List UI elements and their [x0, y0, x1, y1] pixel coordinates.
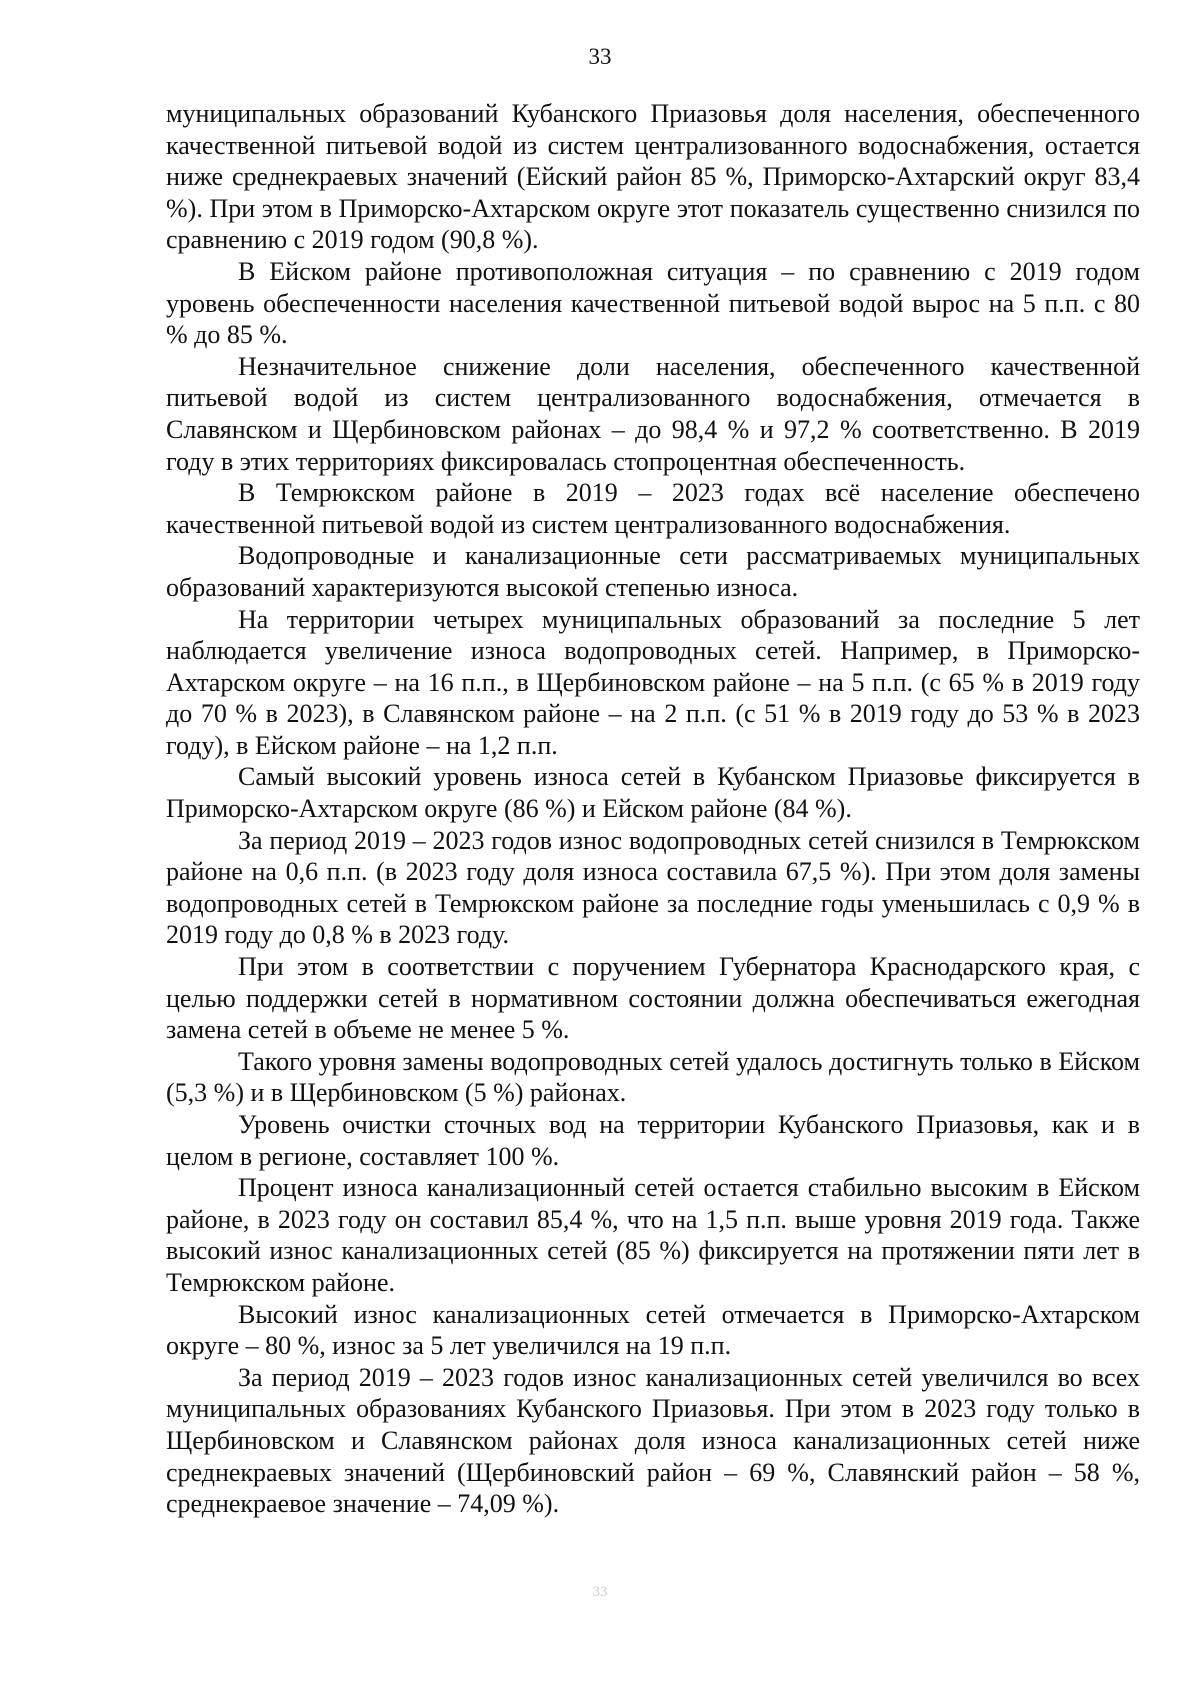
- paragraph: Самый высокий уровень износа сетей в Кубанском Приазовье фиксируется в Приморско-Ахтарском округе (86 %) и Ейском районе (84 %).: [166, 762, 1140, 824]
- paragraph: За период 2019 – 2023 годов износ канализационных сетей увеличился во всех муниципальных образованиях Кубанского Приазовья. При этом в 2023 году только в Щербиновском и Славянском районах доля износа канализационных сетей ниже среднекраевых значений (Щербиновский район – 69 %, Славянский район – 58 %, среднекраевое значение – 74,09 %).: [166, 1362, 1140, 1519]
- paragraph: За период 2019 – 2023 годов износ водопроводных сетей снизился в Темрюкском районе на 0,6 п.п. (в 2023 году доля износа составила 67,5 %). При этом доля замены водопроводных сетей в Темрюкском районе за последние годы уменьшилась с 0,9 % в 2019 году до 0,8 % в 2023 году.: [166, 825, 1140, 950]
- paragraph: Водопроводные и канализационные сети рассматриваемых муниципальных образований характеризуются высокой степенью износа.: [166, 541, 1140, 602]
- paragraph-continued: муниципальных образований Кубанского Приазовья доля населения, обеспеченного качественной питьевой водой из систем централизованного водоснабжения, остается ниже среднекраевых значений (Ейский район 85 %, Приморско-Ахтарский округ 83,4 %). При этом в Приморско-Ахтарском округе этот показатель существенно снизился по сравнению с 2019 годом (90,8 %).: [166, 99, 1140, 255]
- paragraph: В Ейском районе противоположная ситуация – по сравнению с 2019 годом уровень обеспеченности населения качественной питьевой водой вырос на 5 п.п. с 80 % до 85 %.: [166, 256, 1140, 350]
- paragraph: Незначительное снижение доли населения, обеспеченного качественной питьевой водой из систем централизованного водоснабжения, отмечается в Славянском и Щербиновском районах – до 98,4 % и 97,2 % соответственно. В 2019 году в этих территориях фиксировалась стопроцентная обеспеченность.: [166, 351, 1140, 476]
- page-number: 33: [588, 44, 612, 69]
- paragraph: В Темрюкском районе в 2019 – 2023 годах всё население обеспечено качественной питьевой водой из систем централизованного водоснабжения.: [166, 478, 1140, 539]
- paragraph: При этом в соответствии с поручением Губернатора Краснодарского края, с целью поддержки сетей в нормативном состоянии должна обеспечиваться ежегодная замена сетей в объеме не менее 5 %.: [166, 952, 1140, 1045]
- document-body: [166, 98, 1140, 1520]
- paragraph: Высокий износ канализационных сетей отмечается в Приморско-Ахтарском округе – 80 %, износ за 5 лет увеличился на 19 п.п.: [166, 1299, 1140, 1361]
- paragraph: Уровень очистки сточных вод на территории Кубанского Приазовья, как и в целом в регионе, составляет 100 %.: [166, 1110, 1140, 1171]
- paragraph: Процент износа канализационный сетей остается стабильно высоким в Ейском районе, в 2023 году он составил 85,4 %, что на 1,5 п.п. выше уровня 2019 года. Также высокий износ канализационных сетей (85 %) фиксируется на протяжении пяти лет в Темрюкском районе.: [166, 1173, 1140, 1297]
- paragraph: На территории четырех муниципальных образований за последние 5 лет наблюдается увеличение износа водопроводных сетей. Например, в Приморско-Ахтарском округе – на 16 п.п., в Щербиновском районе – на 5 п.п. (с 65 % в 2019 году до 70 % в 2023), в Славянском районе – на 2 п.п. (с 51 % в 2019 году до 53 % в 2023 году), в Ейском районе – на 1,2 п.п.: [166, 604, 1140, 760]
- paragraph: Такого уровня замены водопроводных сетей удалось достигнуть только в Ейском (5,3 %) и в Щербиновском (5 %) районах.: [166, 1046, 1140, 1108]
- faint-page-mark: 33: [592, 1584, 608, 1600]
